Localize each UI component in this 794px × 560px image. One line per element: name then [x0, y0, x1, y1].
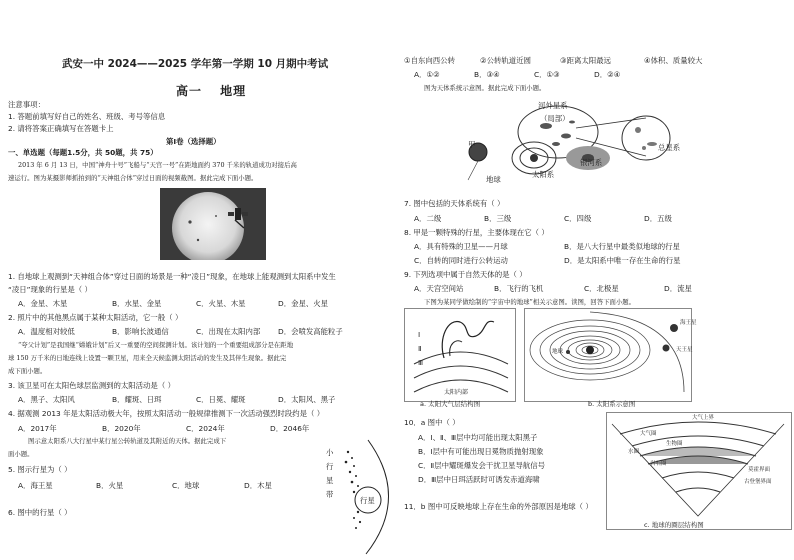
belt-label-2: 行: [326, 462, 334, 471]
figc-top: 大气上界: [692, 415, 715, 421]
q3-stem: 3. 该卫星可在太阳色球层监测到的太阳活动是（ ）: [8, 381, 175, 390]
q3-option-b[interactable]: B．耀斑、日珥: [112, 395, 162, 404]
notice-heading: 注意事项：: [8, 100, 45, 109]
q1-option-d[interactable]: D．金星、火星: [278, 299, 329, 308]
q6-choice-b[interactable]: B．③④: [474, 70, 500, 79]
q6-stem: 6. 图中的行星（ ）: [8, 508, 72, 517]
q9-option-a[interactable]: A．天宫空间站: [414, 284, 464, 293]
exam-title: 武安一中 2024——2025 学年第一学期 10 月期中考试: [62, 58, 329, 70]
q9-option-d[interactable]: D．流星: [664, 284, 692, 293]
q6-choice-d[interactable]: D．②④: [594, 70, 621, 79]
q9-stem: 9. 下列选项中属于自然天体的是（ ）: [404, 270, 527, 279]
material2-line1: “夸父计划”是我国继“嫦娥计划”后又一重要的空间探测计划。该计划的一个重要组成部分是在距地: [18, 341, 294, 349]
section1-title: 第Ⅰ卷（选择题）: [166, 137, 221, 146]
q1-option-b[interactable]: B．水星、金星: [112, 299, 162, 308]
q2-option-a[interactable]: A．温度相对较低: [18, 327, 75, 336]
q5-stem: 5. 图示行星为（ ）: [8, 465, 72, 474]
figc-moho: 莫霍界面: [748, 467, 771, 473]
figc-rock: 岩石圈: [650, 461, 667, 467]
solar-system-diagram: [524, 308, 692, 402]
figc-bio: 生物圈: [666, 441, 683, 447]
material1-line2: 速运行。图为某摄影师抓拍到的“天神组合体”穿过日面的视频截图。据此完成下面小题。: [8, 174, 258, 182]
q3-option-d[interactable]: D．太阳风、黑子: [278, 395, 336, 404]
figc-gutenberg: 古登堡界面: [744, 479, 772, 485]
sun-transit-photo: [160, 188, 266, 260]
q1-stem-1: 1. 自地球上观测到“天神组合体”穿过日面的场景是一种“凌日”现象，在地球上能观测到太阳系中发生: [8, 272, 336, 281]
q8-option-c[interactable]: C．自转的同时进行公转运动: [414, 256, 508, 265]
q2-option-c[interactable]: C．出现在太阳内部: [196, 327, 261, 336]
q7-option-a[interactable]: A．二级: [414, 214, 442, 223]
figa-caption: a. 太阳大气层结构图: [420, 400, 481, 408]
q1-option-a[interactable]: A．金星、木星: [18, 299, 68, 308]
material2-line2: 球 150 万千米的日地连线上设置一颗卫星，用来全天候监测太阳活动的发生及其伴生现象。据此完: [8, 354, 287, 362]
figb-earth: 地球: [552, 349, 564, 355]
q8-stem: 8. 甲是一颗特殊的行星，主要体现在它（ ）: [404, 228, 549, 237]
q5-option-c[interactable]: C．地球: [172, 481, 200, 490]
q8-option-d[interactable]: D．是太阳系中唯一存在生命的行星: [564, 256, 681, 265]
q7-stem: 7. 图中包括的天体系统有（ ）: [404, 199, 505, 208]
q6-opt-2: ②公转轨道近圆: [480, 56, 531, 65]
q8-option-a[interactable]: A．具有特殊的卫星——月球: [414, 242, 508, 251]
q11-stem: 11．b 图中可反映地球上存在生命的外部原因是地球（ ）: [404, 502, 593, 511]
q9-option-b[interactable]: B．飞行的飞机: [494, 284, 544, 293]
q4-option-d[interactable]: D．2046年: [270, 424, 310, 433]
q6-opt-3: ③距离太阳最远: [560, 56, 611, 65]
q4-stem: 4. 据观测 2013 年是太阳活动极大年，按照太阳活动一般规律推测下一次活动强烈时段约是（ ）: [8, 409, 325, 418]
q10-option-a[interactable]: A．Ⅰ、Ⅱ、Ⅲ层中均可能出现太阳黑子: [418, 433, 538, 442]
q10-option-d[interactable]: D．Ⅲ层中日珥活跃时可诱发赤道海啸: [418, 475, 540, 484]
q5-option-b[interactable]: B．火星: [96, 481, 124, 490]
q8-option-b[interactable]: B．是八大行星中最类似地球的行星: [564, 242, 680, 251]
figa-layer-1: Ⅰ: [418, 330, 421, 339]
label-jia: 甲: [468, 140, 476, 149]
q4-option-b[interactable]: B．2020年: [102, 424, 141, 433]
figa-layer-2: Ⅱ: [418, 344, 422, 353]
figb-neptune: 海王星: [680, 320, 697, 326]
q1-stem-2: “凌日”现象的行星是（ ）: [8, 285, 92, 294]
q2-option-b[interactable]: B．影响长波通信: [112, 327, 169, 336]
figa-interior: 太阳内部: [444, 389, 469, 396]
q10-stem: 10．a 图中（ ）: [404, 418, 460, 427]
figa-layer-3: Ⅲ: [418, 358, 424, 367]
q2-option-d[interactable]: D．会喷发高能粒子: [278, 327, 343, 336]
belt-label-4: 带: [326, 490, 334, 499]
section1-header: 一、单选题（每题1.5分，共 50题，共 75）: [8, 148, 158, 157]
figc-atmos: 大气圈: [640, 431, 657, 437]
planet-label: 行星: [360, 496, 375, 505]
q6-opt-4: ④体积、质量较大: [644, 56, 703, 65]
label-total: 总星系: [658, 143, 681, 152]
q3-option-a[interactable]: A．黑子、太阳风: [18, 395, 75, 404]
belt-label-1: 小: [326, 448, 334, 457]
q3-option-c[interactable]: C．日冕、耀斑: [196, 395, 246, 404]
q10-option-c[interactable]: C．Ⅱ层中耀斑爆发会干扰卫星导航信号: [418, 461, 546, 470]
q7-option-b[interactable]: B．三级: [484, 214, 512, 223]
belt-label-3: 星: [326, 476, 334, 485]
figb-uranus: 天王星: [676, 347, 693, 353]
q9-option-c[interactable]: C．北极星: [584, 284, 619, 293]
label-galaxy-out: 河外星系: [538, 101, 568, 110]
q4-option-a[interactable]: A．2017年: [18, 424, 57, 433]
exam-subtitle: 高一 地理: [176, 84, 247, 98]
q2-stem: 2. 照片中的其他黑点属于某种太阳活动，它一般（ ）: [8, 313, 183, 322]
material1-line1: 2013 年 6 月 13 日，中国“神舟十号”飞船与“天宫一号”在距地面约 370 千米的轨道成功对接后高: [18, 161, 297, 169]
material5: 下图为某同学做绘制的“宇宙中的地球”相关示意图。读图，回答下面小题。: [424, 298, 636, 306]
notice-line-2: 2. 请将答案正确填写在答题卡上: [8, 124, 114, 133]
q1-option-c[interactable]: C．火星、木星: [196, 299, 246, 308]
q5-option-d[interactable]: D．木星: [244, 481, 272, 490]
q5-option-a[interactable]: A．海王星: [18, 481, 53, 490]
q4-option-c[interactable]: C．2024年: [186, 424, 225, 433]
figc-caption: c. 地球的圈层结构图: [644, 521, 704, 529]
figb-caption: b. 太阳系示意图: [588, 400, 636, 408]
material2-line3: 成下面小题。: [8, 367, 47, 375]
figc-water: 水圈: [628, 449, 640, 455]
material4: 图为天体系统示意图。据此完成下面小题。: [424, 84, 546, 92]
notice-line-1: 1. 答题前填写好自己的姓名、班级、考号等信息: [8, 112, 166, 121]
q6-choice-c[interactable]: C．①③: [534, 70, 560, 79]
label-local: （局部）: [540, 114, 570, 123]
q7-option-c[interactable]: C．四级: [564, 214, 592, 223]
q10-option-b[interactable]: B．Ⅰ层中有可能出现日冕物质抛射现象: [418, 447, 544, 456]
q6-choice-a[interactable]: A．①②: [414, 70, 440, 79]
material3-line2: 面小题。: [8, 450, 34, 458]
q6-opt-1: ①自东向西公转: [404, 56, 455, 65]
material3-line1: 图示意太阳系八大行星中某行星公转轨道及其附近的天体。据此完成下: [28, 437, 227, 445]
label-solar: 太阳系: [532, 170, 555, 179]
label-milkyway: 银河系: [580, 158, 603, 167]
label-earth: 地球: [486, 175, 501, 184]
q7-option-d[interactable]: D．五级: [644, 214, 672, 223]
